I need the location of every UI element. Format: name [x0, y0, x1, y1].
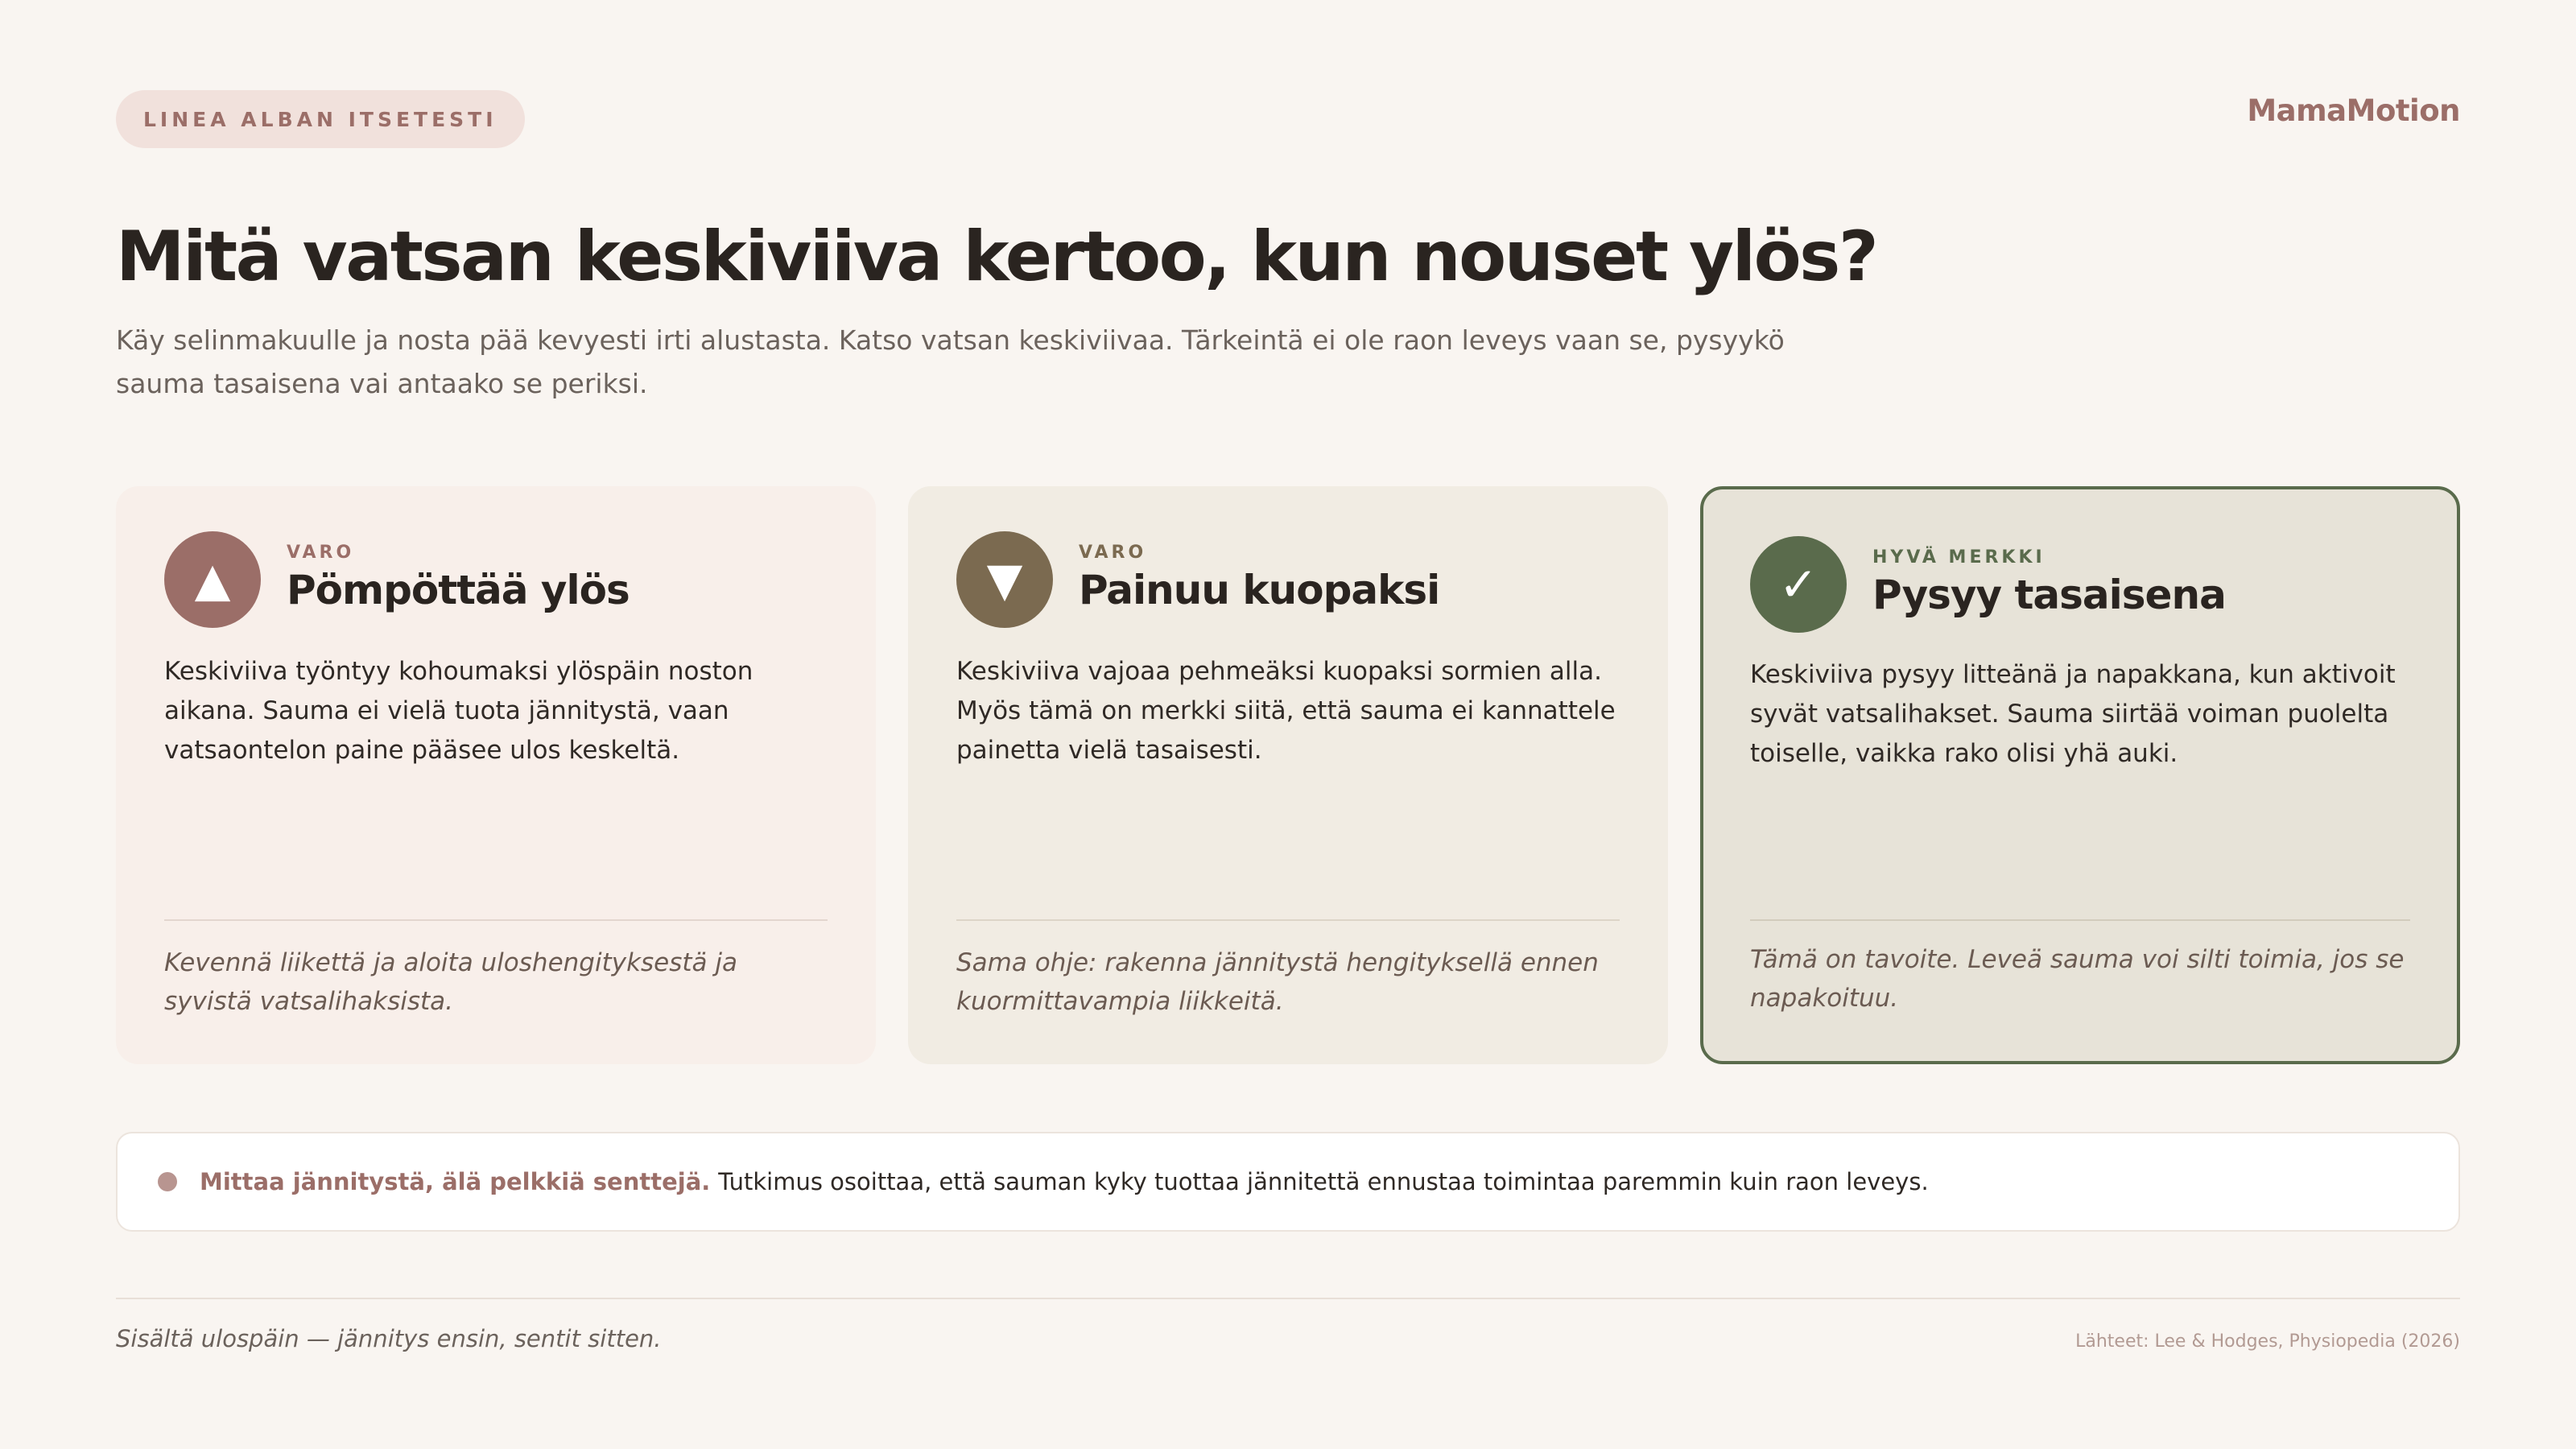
- card-note: Kevennä liikettä ja aloita uloshengityksestä ja syvistä vatsalihaksista.: [164, 948, 738, 1016]
- card-kicker: VARO: [287, 543, 355, 563]
- card-kicker: VARO: [1079, 543, 1147, 563]
- callout-text: Tutkimus osoittaa, että sauman kyky tuottaa jännitettä ennustaa toimintaa paremmin kuin raon leveys.: [718, 1168, 1929, 1195]
- key-insight-callout: [116, 1132, 2460, 1232]
- eyebrow-label: LINEA ALBAN ITSETESTI: [143, 107, 497, 131]
- card-title: Pysyy tasaisena: [1872, 572, 2226, 618]
- card-body: Keskiviiva työntyy kohoumaksi ylöspäin noston aikana. Sauma ei vielä tuota jännitystä, vaan vatsaontelon paine pääsee ulos keskeltä.: [164, 657, 753, 765]
- brand-logo[interactable]: MamaMotion: [2247, 93, 2460, 128]
- page-title: Mitä vatsan keskiviiva kertoo, kun nouset ylös?: [116, 217, 1877, 297]
- card-note: Tämä on tavoite. Leveä sauma voi silti toimia, jos se napakoituu.: [1750, 945, 2405, 1013]
- eyebrow-badge: [116, 90, 525, 148]
- check-icon: ✓: [1750, 536, 1847, 633]
- bullet-dot-icon: [158, 1172, 177, 1191]
- card-divider: [1750, 919, 2410, 921]
- card-body: Keskiviiva vajoaa pehmeäksi kuopaksi sormien alla. Myös tämä on merkki siitä, että sauma ei kannattele painetta vielä tasaisesti.: [956, 657, 1616, 765]
- card-painuu: [908, 486, 1668, 1064]
- footer-tagline: Sisältä ulospäin — jännitys ensin, sentit sitten.: [116, 1325, 662, 1352]
- card-title: Pömpöttää ylös: [287, 567, 630, 613]
- footer-divider: [116, 1298, 2460, 1299]
- card-pompottaa: [116, 486, 876, 1064]
- card-divider: [164, 919, 828, 921]
- footer-sources: Lähteet: Lee & Hodges, Physiopedia (2026): [2075, 1331, 2460, 1352]
- page-subtitle: Käy selinmakuulle ja nosta pää kevyesti irti alustasta. Katso vatsan keskiviivaa. Tärkeintä ei ole raon leveys vaan se, pysyykö sauma tasaisena vai antaako se periksi.: [116, 324, 1785, 399]
- triangle-up-icon: ▲: [164, 531, 261, 628]
- callout-heading: Mittaa jännitystä, älä pelkkiä senttejä.: [200, 1168, 711, 1195]
- card-kicker: HYVÄ MERKKI: [1872, 547, 2046, 568]
- card-note: Sama ohje: rakenna jännitystä hengityksellä ennen kuormittavampia liikkeitä.: [956, 948, 1599, 1016]
- card-title: Painuu kuopaksi: [1079, 567, 1440, 613]
- card-pysyy-tasaisena: [1700, 486, 2460, 1064]
- card-divider: [956, 919, 1620, 921]
- card-body: Keskiviiva pysyy litteänä ja napakkana, kun aktivoit syvät vatsalihakset. Sauma siirtää voiman puolelta toiselle, vaikka rako olisi yhä auki.: [1750, 660, 2396, 768]
- triangle-down-icon: ▼: [956, 531, 1053, 628]
